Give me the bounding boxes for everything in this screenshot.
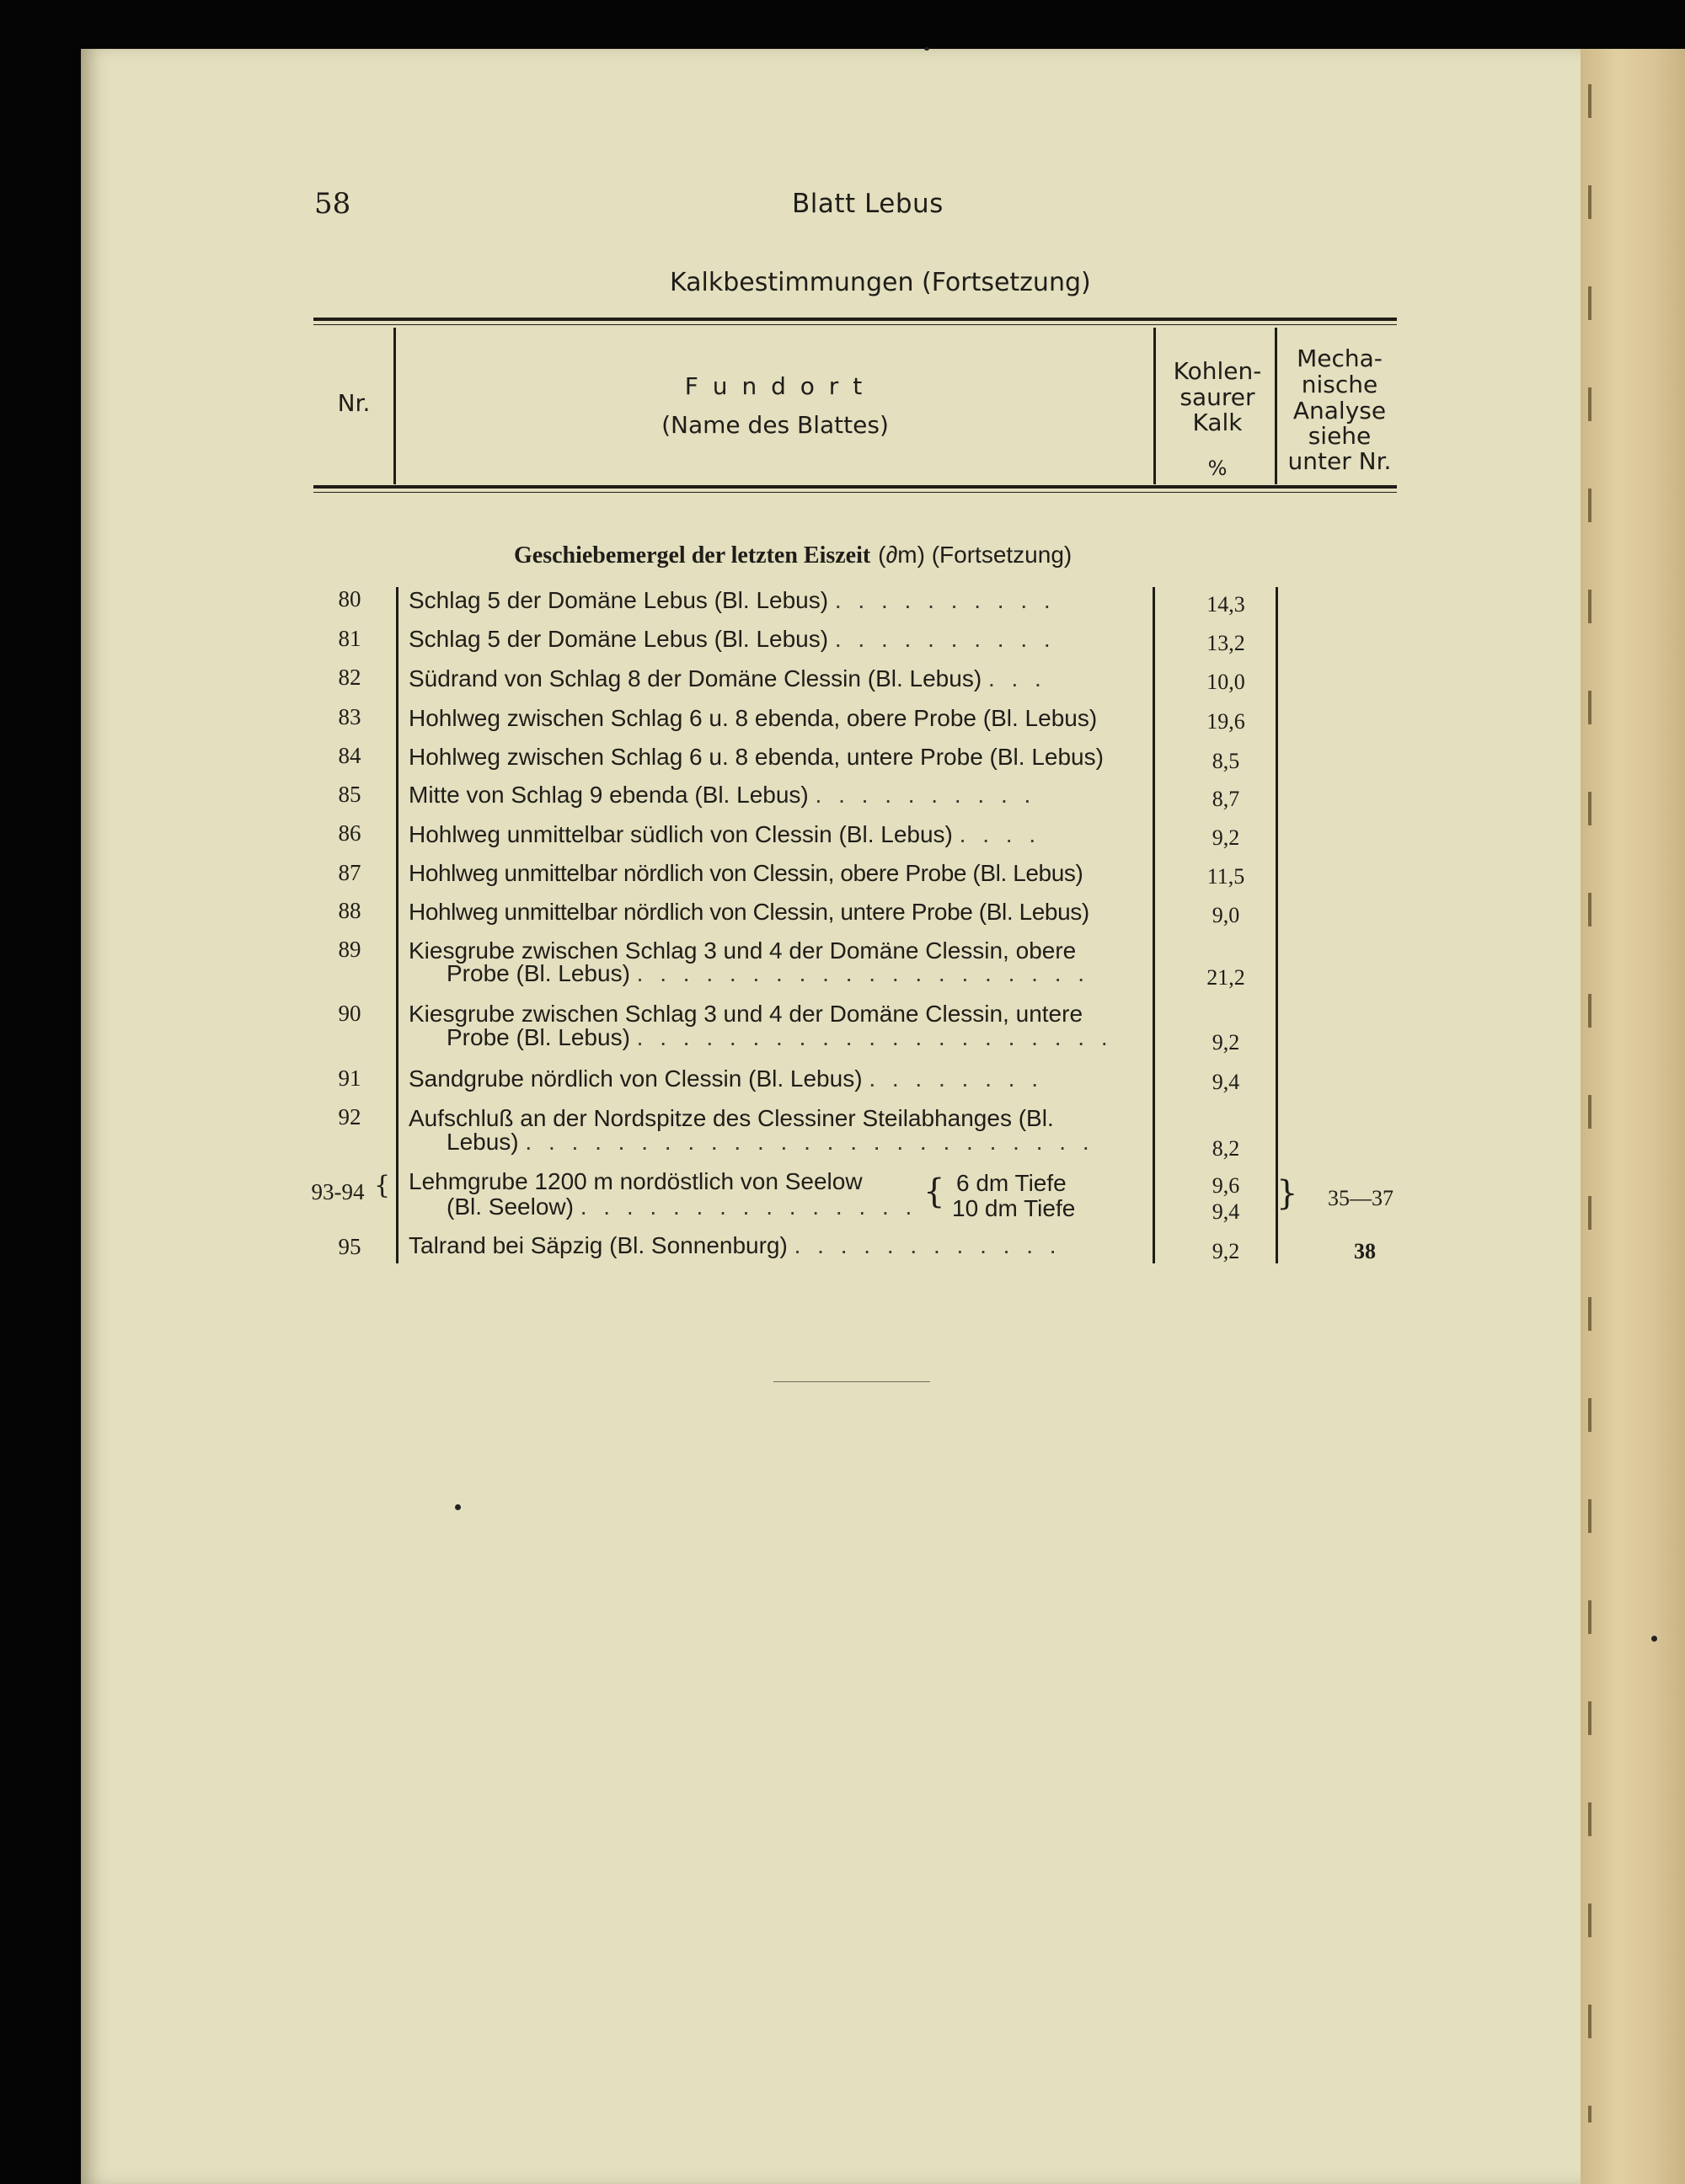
dot-leader: . . .	[987, 665, 1046, 692]
row-location-line2	[447, 1195, 935, 1219]
row-ref: 38	[1354, 1239, 1376, 1263]
row-location-line2	[447, 962, 1150, 985]
row-number: 90	[338, 1001, 361, 1026]
row-location-text: Hohlweg zwischen Schlag 6 u. 8 ebenda, untere Probe (Bl. Lebus)	[409, 744, 1104, 770]
row-value: 21,2	[1206, 965, 1245, 990]
ink-speck	[1651, 1636, 1657, 1642]
row-location	[409, 823, 1150, 846]
header-kalk-1: Kohlen-	[1173, 357, 1262, 385]
body-divider-2	[1153, 587, 1155, 1263]
header-divider-3	[1275, 328, 1277, 484]
left-brace-icon: {	[374, 1171, 391, 1200]
table-header-bottom-rule	[313, 485, 1397, 489]
row-value: 9,2	[1212, 1239, 1240, 1263]
row-location-text: Schlag 5 der Domäne Lebus (Bl. Lebus)	[409, 587, 829, 613]
row-number: 89	[338, 937, 361, 962]
row-value-2: 9,4	[1212, 1199, 1240, 1224]
row-location-text: Lebus)	[447, 1129, 519, 1155]
header-divider-1	[393, 328, 396, 484]
row-value: 9,2	[1212, 1030, 1240, 1055]
table-top-rule	[313, 318, 1397, 321]
row-location	[409, 707, 1150, 730]
row-number: 85	[338, 782, 361, 807]
row-value: 11,5	[1206, 864, 1245, 889]
binding-stitches	[1588, 84, 1591, 2123]
row-location	[409, 900, 1150, 924]
page-number: 58	[314, 187, 351, 221]
header-fundort-sub: (Name des Blattes)	[661, 411, 889, 439]
row-number: 95	[338, 1234, 361, 1259]
running-head: Blatt Lebus	[792, 189, 944, 219]
row-location-text: Hohlweg zwischen Schlag 6 u. 8 ebenda, obere Probe (Bl. Lebus)	[409, 705, 1098, 731]
row-location-line1: Lehmgrube 1200 m nordöstlich von Seelow	[409, 1168, 863, 1194]
row-number: 87	[338, 860, 361, 885]
header-mech-3: Analyse	[1292, 397, 1387, 425]
row-number: 83	[338, 704, 361, 729]
row-number: 91	[338, 1065, 361, 1091]
row-location	[409, 745, 1150, 769]
section-title: Geschiebemergel der letzten Eiszeit	[514, 542, 871, 569]
row-location-line2	[447, 1130, 1150, 1154]
row-number: 86	[338, 820, 361, 846]
row-value: 9,0	[1212, 903, 1240, 927]
row-location	[409, 1067, 1150, 1091]
table-header-bottom-rule-thin	[313, 492, 1397, 493]
row-value: 14,3	[1206, 592, 1245, 617]
row-value: 8,5	[1212, 749, 1240, 773]
dot-leader: . . . . . . . . . . . . . . . . . . . . .	[636, 1024, 1113, 1050]
row-location	[409, 627, 1150, 651]
row-location	[409, 589, 1150, 612]
row-value: 8,2	[1212, 1136, 1240, 1161]
row-number: 81	[338, 626, 361, 651]
header-mech-4: siehe	[1308, 422, 1372, 450]
row-number: 80	[338, 586, 361, 611]
row-location-text: Talrand bei Säpzig (Bl. Sonnenburg)	[409, 1232, 788, 1258]
row-location-text: Hohlweg unmittelbar südlich von Clessin (Bl. Lebus)	[409, 821, 953, 847]
depth-brace-icon: {	[923, 1172, 945, 1211]
row-number: 82	[338, 665, 361, 690]
dot-leader: . . . . . . . . . .	[834, 587, 1056, 613]
dot-leader: . . . . . . . . . . . . . . . . . . . .	[636, 960, 1090, 986]
header-kalk-unit: %	[1207, 457, 1228, 480]
section-heading	[514, 541, 1072, 569]
header-kalk-3: Kalk	[1192, 408, 1243, 436]
right-brace-icon: }	[1276, 1174, 1298, 1213]
header-kalk-2: saurer	[1180, 383, 1255, 411]
table-top-rule-thin	[313, 324, 1397, 325]
row-value: 8,7	[1212, 787, 1240, 811]
row-value: 9,4	[1212, 1070, 1240, 1094]
row-location	[409, 667, 1150, 691]
end-rule	[773, 1381, 930, 1382]
dot-leader: . . . . . . . .	[869, 1065, 1044, 1092]
depth-1: 6 dm Tiefe	[956, 1170, 1067, 1196]
row-location-line1: Aufschluß an der Nordspitze des Clessiner Steilabhanges (Bl.	[409, 1105, 1054, 1131]
dot-leader: . . . . . . . . . . . . . . . . . . . . . . . . .	[525, 1129, 1094, 1155]
row-location-text: Mitte von Schlag 9 ebenda (Bl. Lebus)	[409, 782, 809, 808]
header-nr: Nr.	[337, 389, 371, 417]
row-location	[409, 862, 1150, 885]
row-value: 13,2	[1206, 631, 1245, 655]
row-location	[409, 783, 1150, 807]
row-ref: 35—37	[1328, 1186, 1393, 1210]
row-location-text: Hohlweg unmittelbar nördlich von Clessin, untere Probe (Bl. Lebus)	[409, 899, 1089, 925]
ink-speck	[924, 47, 929, 51]
row-number: 92	[338, 1104, 361, 1129]
ink-speck	[455, 1504, 461, 1510]
row-value: 19,6	[1206, 709, 1245, 734]
row-location-text: Schlag 5 der Domäne Lebus (Bl. Lebus)	[409, 626, 829, 652]
facing-page-gutter	[1581, 49, 1685, 2184]
dot-leader: . . . . . . . . . .	[834, 626, 1056, 652]
header-mech-1: Mecha-	[1297, 344, 1383, 372]
dot-leader: . . . . . . . . . . . .	[794, 1232, 1062, 1258]
body-divider-1	[396, 587, 399, 1263]
row-value: 10,0	[1206, 670, 1245, 694]
row-location-text: Sandgrube nördlich von Clessin (Bl. Lebus)	[409, 1065, 863, 1092]
header-fundort: F u n d o r t	[684, 372, 866, 400]
header-mech-2: nische	[1301, 371, 1378, 398]
row-location	[409, 1234, 1150, 1258]
dot-leader: . . . . . . . . . . . . . . .	[580, 1193, 917, 1220]
row-location-line1: Kiesgrube zwischen Schlag 3 und 4 der Domäne Clessin, untere	[409, 1001, 1083, 1027]
row-number: 93-94	[311, 1179, 365, 1204]
row-value: 9,2	[1212, 825, 1240, 850]
row-location-text: Probe (Bl. Lebus)	[447, 960, 630, 986]
section-subtitle: (∂m) (Fortsetzung)	[878, 542, 1073, 568]
row-location-text: (Bl. Seelow)	[447, 1193, 574, 1220]
header-mech-5: unter Nr.	[1287, 447, 1392, 475]
table-caption: Kalkbestimmungen (Fortsetzung)	[670, 268, 1091, 297]
dot-leader: . . . . . . . . . .	[815, 782, 1036, 808]
row-location-line1: Kiesgrube zwischen Schlag 3 und 4 der Domäne Clessin, obere	[409, 937, 1077, 964]
row-location-text: Hohlweg unmittelbar nördlich von Clessin, obere Probe (Bl. Lebus)	[409, 860, 1083, 886]
row-location-text: Südrand von Schlag 8 der Domäne Clessin (Bl. Lebus)	[409, 665, 982, 692]
header-divider-2	[1153, 328, 1156, 484]
row-location-text: Probe (Bl. Lebus)	[447, 1024, 630, 1050]
row-number: 88	[338, 898, 361, 923]
depth-2: 10 dm Tiefe	[952, 1195, 1076, 1221]
row-number: 84	[338, 743, 361, 768]
row-value-1: 9,6	[1212, 1173, 1240, 1198]
row-location-line2	[447, 1026, 1150, 1049]
dot-leader: . . . .	[959, 821, 1041, 847]
